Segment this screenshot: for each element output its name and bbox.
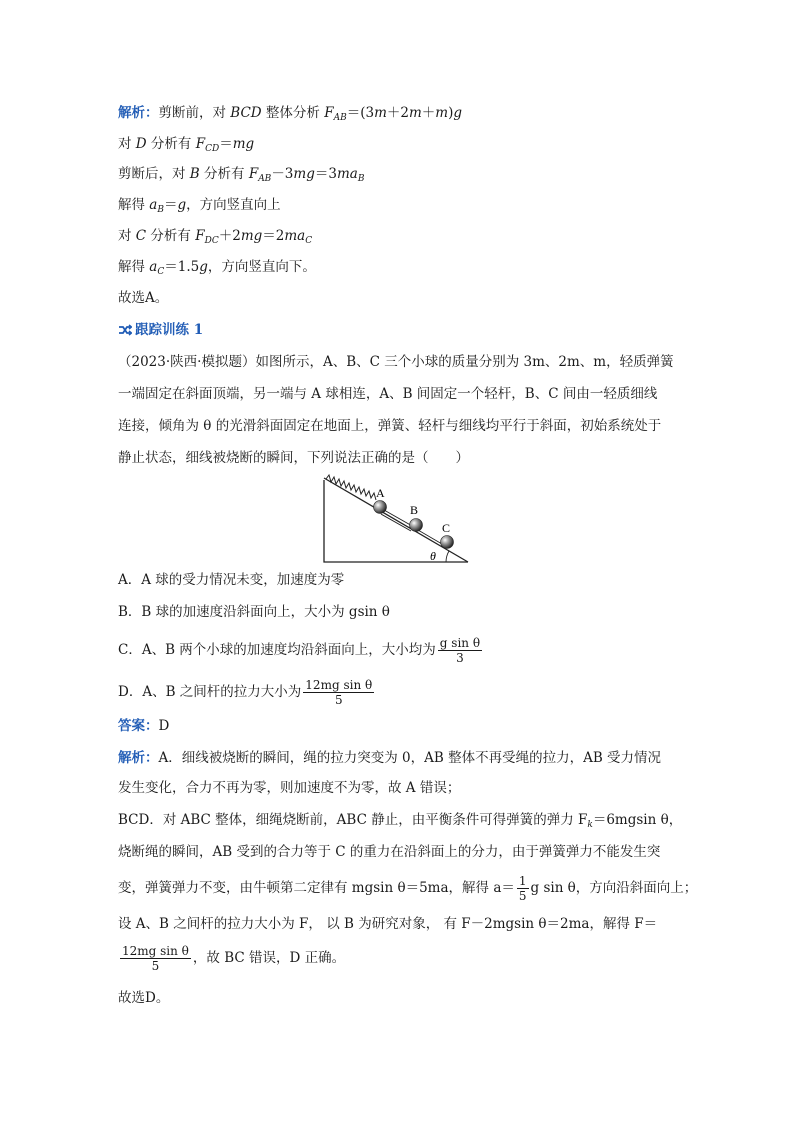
numerator: 12mg sin θ — [122, 944, 189, 958]
text: 解得 — [118, 197, 150, 213]
solution2-line-1 — [118, 748, 661, 768]
option-c-text: C．A、B 两个小球的加速度均沿斜面向上，大小均为 — [118, 642, 436, 658]
text: 变，弹簧弹力不变，由牛顿第二定律有 mgsin θ＝5ma，解得 a＝ — [118, 880, 515, 896]
solution2-conclusion: 故选D。 — [118, 990, 170, 1006]
text: g sin θ，方向沿斜面向上； — [530, 880, 698, 896]
label-c: C — [442, 521, 451, 535]
solution-line-3 — [118, 164, 364, 189]
text: ＝ — [219, 136, 233, 152]
text: 解得 — [118, 259, 150, 275]
solution2-line-4: 烧断绳的瞬间，AB 受到的合力等于 C 的重力在沿斜面上的分力，由于弹簧弹力不能发生突 — [118, 844, 661, 860]
text: mg — [232, 136, 255, 152]
fraction — [303, 678, 374, 707]
text: mg — [293, 166, 315, 182]
text: g — [177, 197, 187, 213]
angle-arc — [446, 551, 449, 562]
numerator: g sin θ — [439, 636, 481, 650]
text: ＝1.5 — [164, 259, 200, 275]
answer-label: 答案： — [118, 718, 159, 734]
question-line-4: 静止状态，细线被烧断的瞬间，下列说法正确的是（ ） — [118, 450, 469, 466]
numerator: 12mg sin θ — [305, 678, 373, 692]
text: F — [195, 136, 206, 152]
fraction — [517, 874, 529, 903]
text: F — [195, 228, 205, 244]
text: ，方向竖直向下。 — [207, 259, 316, 275]
spring — [326, 475, 376, 500]
denominator: 3 — [456, 651, 464, 665]
question-line-1: （2023·陕西·模拟题）如图所示，A、B、C 三个小球的质量分别为 3m、2m、m，轻质弹簧 — [118, 354, 674, 370]
incline-diagram — [318, 474, 478, 570]
label-theta: θ — [430, 549, 436, 563]
solution-line-4 — [118, 195, 281, 220]
training-title: 跟踪训练 1 — [135, 322, 204, 338]
text: BCD．对 ABC 整体，细绳烧断前，ABC 静止，由平衡条件可得弹簧的弹力 F — [118, 812, 588, 828]
text: 对 — [118, 136, 136, 152]
text: C — [135, 228, 147, 244]
text: ＝6mgsin θ， — [592, 812, 683, 828]
text: ＋2 — [386, 105, 409, 121]
solution2-line-6: 设 A、B 之间杆的拉力大小为 F， 以 B 为研究对象， 有 F－2mgsin θ＝2ma，解得 F＝ — [118, 916, 658, 932]
text: ) — [448, 105, 454, 121]
solution-conclusion: 故选A。 — [118, 290, 169, 306]
training-icon — [118, 322, 132, 342]
analysis-label: 解析： — [118, 105, 159, 121]
text: D — [135, 136, 147, 152]
analysis-label: 解析： — [118, 750, 159, 766]
numerator: 1 — [518, 874, 527, 888]
text: A．细线被烧断的瞬间，绳的拉力突变为 0，AB 整体不再受绳的拉力，AB 受力情况 — [158, 750, 662, 766]
thread — [418, 530, 442, 544]
solution-line-2 — [118, 134, 254, 159]
denominator: 5 — [518, 889, 527, 903]
text: ＝3 — [314, 166, 337, 182]
text: 剪断后，对 — [118, 166, 190, 182]
subscript: AB — [333, 113, 347, 123]
ball-a — [374, 501, 387, 514]
text: 分析有 — [199, 166, 249, 182]
label-b: B — [410, 503, 419, 517]
text: －3 — [271, 166, 294, 182]
text: ＋ — [421, 105, 436, 121]
text: g — [199, 259, 208, 275]
text: ＝2 — [262, 228, 285, 244]
text: B — [189, 166, 200, 182]
subscript: CD — [205, 144, 220, 154]
incline-surface — [324, 478, 468, 562]
solution-line-6 — [118, 257, 316, 282]
label-a: A — [376, 486, 385, 500]
text: ，方向竖直向上 — [186, 197, 281, 213]
solution2-line-7 — [118, 944, 345, 973]
text: 整体分析 — [261, 105, 325, 121]
subscript: AB — [258, 174, 272, 184]
text: F — [248, 166, 259, 182]
option-d — [118, 678, 376, 707]
text: m — [435, 105, 449, 121]
option-c — [118, 636, 484, 665]
fraction — [438, 636, 482, 665]
text: m — [374, 105, 387, 121]
ball-b — [410, 519, 423, 532]
subscript: C — [305, 236, 313, 246]
text: ＝ — [163, 197, 178, 213]
solution2-line-3 — [118, 810, 682, 835]
answer-value: D — [158, 718, 170, 734]
option-b: B．B 球的加速度沿斜面向上，大小为 gsin θ — [118, 604, 390, 620]
text: ＋2 — [218, 228, 241, 244]
question-line-3: 连接，倾角为 θ 的光滑斜面固定在地面上，弹簧、轻杆与细线均平行于斜面，初始系统处于 — [118, 418, 662, 434]
text: g — [453, 105, 463, 121]
text: ma — [336, 166, 358, 182]
question-line-2: 一端固定在斜面顶端，另一端与 A 球相连，A、B 间固定一个轻杆，B、C 间由一轻质细线 — [118, 386, 658, 402]
subscript: B — [357, 174, 365, 184]
text: a — [149, 259, 158, 275]
answer-line — [118, 716, 169, 736]
subscript: B — [157, 205, 164, 215]
option-a: A．A 球的受力情况未变，加速度为零 — [118, 572, 345, 588]
training-heading — [118, 320, 203, 342]
option-d-text: D．A、B 之间杆的拉力大小为 — [118, 684, 302, 700]
denominator: 5 — [151, 959, 160, 973]
text: m — [408, 105, 422, 121]
solution-line-5 — [118, 226, 312, 251]
solution2-line-2: 发生变化，合力不再为零，则加速度不为零，故 A 错误； — [118, 780, 461, 796]
text: ＝(3 — [346, 105, 375, 121]
text: ma — [284, 228, 306, 244]
subscript: DC — [204, 236, 219, 246]
subscript: C — [157, 267, 165, 277]
text: F — [324, 105, 334, 121]
text: ，故 BC 错误，D 正确。 — [192, 950, 346, 966]
text: mg — [240, 228, 263, 244]
text: 分析有 — [146, 136, 196, 152]
subscript: k — [587, 820, 593, 830]
solution-line-1 — [118, 103, 462, 128]
incline-svg — [318, 474, 478, 566]
text: a — [149, 197, 158, 213]
text: BCD — [230, 105, 262, 121]
denominator: 5 — [334, 693, 343, 707]
ball-c — [441, 536, 454, 549]
text: 剪断前，对 — [158, 105, 231, 121]
text: 对 — [118, 228, 136, 244]
fraction — [120, 944, 191, 973]
solution2-line-5 — [118, 874, 697, 903]
text: 分析有 — [146, 228, 196, 244]
